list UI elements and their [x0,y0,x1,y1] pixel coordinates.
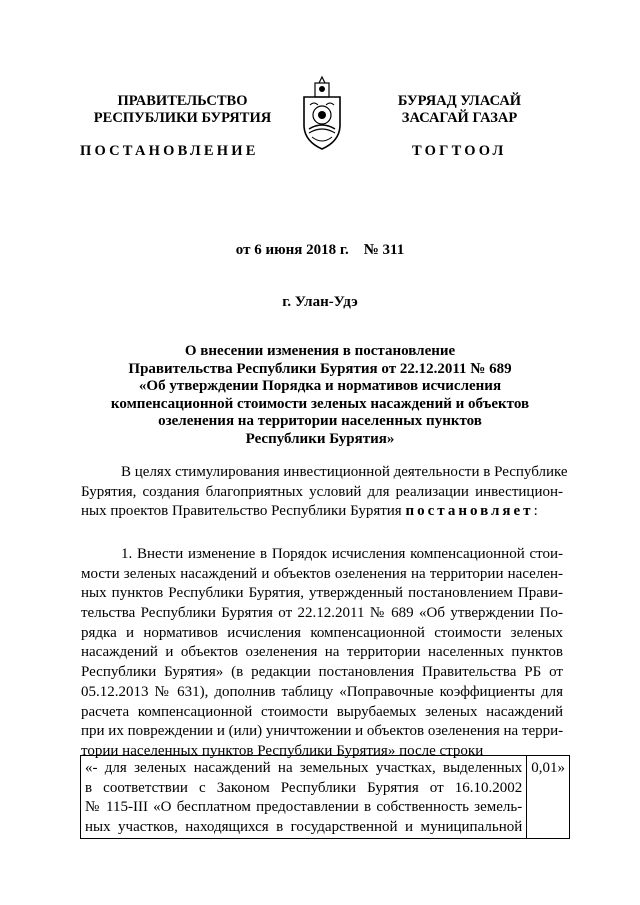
decree-keyword: постановляет [405,503,534,520]
paragraph-line: В целях стимулирования инвестиционной деятельности в Республике [121,464,568,480]
header-right-line2: ЗАСАГАЙ ГАЗАР [401,110,518,126]
date-number-line: от 6 июня 2018 г. № 311 [235,242,405,258]
header-left-line1: ПРАВИТЕЛЬСТВО [117,93,248,109]
header-right-line1: БУРЯАД УЛАСАЙ [397,93,522,109]
header-right-org [372,93,547,127]
paragraph-line: 05.12.2013 № 631), дополнив таблицу «Поправочные коэффициенты для [81,683,563,700]
title-line: компенсационной стоимости зеленых насаждений и объектов [110,395,530,412]
title-line: Правительства Республики Бурятия от 22.12.2011 № 689 [128,360,512,377]
table-row [81,756,570,839]
paragraph-line: Республики Бурятия» (в редакции постановления Правительства РБ от [81,664,563,681]
doc-type-left: ПОСТАНОВЛЕНИЕ [80,143,259,159]
doc-type-right: ТОГТООЛ [412,143,507,159]
paragraph-line: ных проектов Правительство Республики Бурятия постановляет: [81,503,538,520]
cell-line: ных участков, находящихся в государственной и муниципальной [85,819,523,836]
title-line: Республики Бурятия» [245,430,395,447]
cell-line: «- для зеленых насаждений на земельных участках, выделенных [85,760,523,776]
paragraph-line: при их повреждении и (или) уничтожении и объектов озеленения на терри- [81,723,564,740]
city-line: г. Улан-Удэ [282,294,358,310]
preamble-paragraph [81,463,568,522]
title-line: О внесении изменения в постановление [184,343,456,359]
table-cell-value: 0,01» [527,756,570,839]
paragraph-line: расчета компенсационной стоимости вырубаемых зеленых насаждений [81,703,563,720]
title-line: озеленения на территории населенных пунктов [158,413,482,429]
header-left-line2: РЕСПУБЛИКИ БУРЯТИЯ [93,110,272,126]
paragraph-line: мости зеленых насаждений и объектов озеленения на территории населен- [81,565,563,582]
clause-1-paragraph [81,545,563,762]
paragraph-line: тельства Республики Бурятия от 22.12.2011 № 689 «Об утверждении По- [81,605,563,622]
paragraph-line: рядка и нормативов исчисления компенсационной стоимости зеленых [81,624,563,641]
document-title [0,343,640,448]
cell-line: № 115-III «О бесплатном предоставлении в собственность земель- [85,799,523,816]
table-cell-description [81,756,527,839]
paragraph-line: тории населенных пунктов Республики Бурятия» после строки [81,742,484,759]
paragraph-line: насаждений и объектов озеленения на территории населенных пунктов [81,644,563,661]
title-line: «Об утверждении Порядка и нормативов исчисления [138,378,502,394]
coefficient-table [80,755,570,839]
cell-line: в соответствии с Законом Республики Бурятия от 16.10.2002 [85,779,523,796]
header-left-org [85,93,280,127]
coat-of-arms-emblem-icon [300,75,344,151]
paragraph-line: ных пунктов Республики Бурятия, утвержденный постановлением Прави- [81,585,563,602]
paragraph-line: 1. Внести изменение в Порядок исчисления компенсационной стои- [121,546,563,562]
paragraph-line: Бурятия, создания благоприятных условий для реализации инвестицион- [81,483,563,500]
